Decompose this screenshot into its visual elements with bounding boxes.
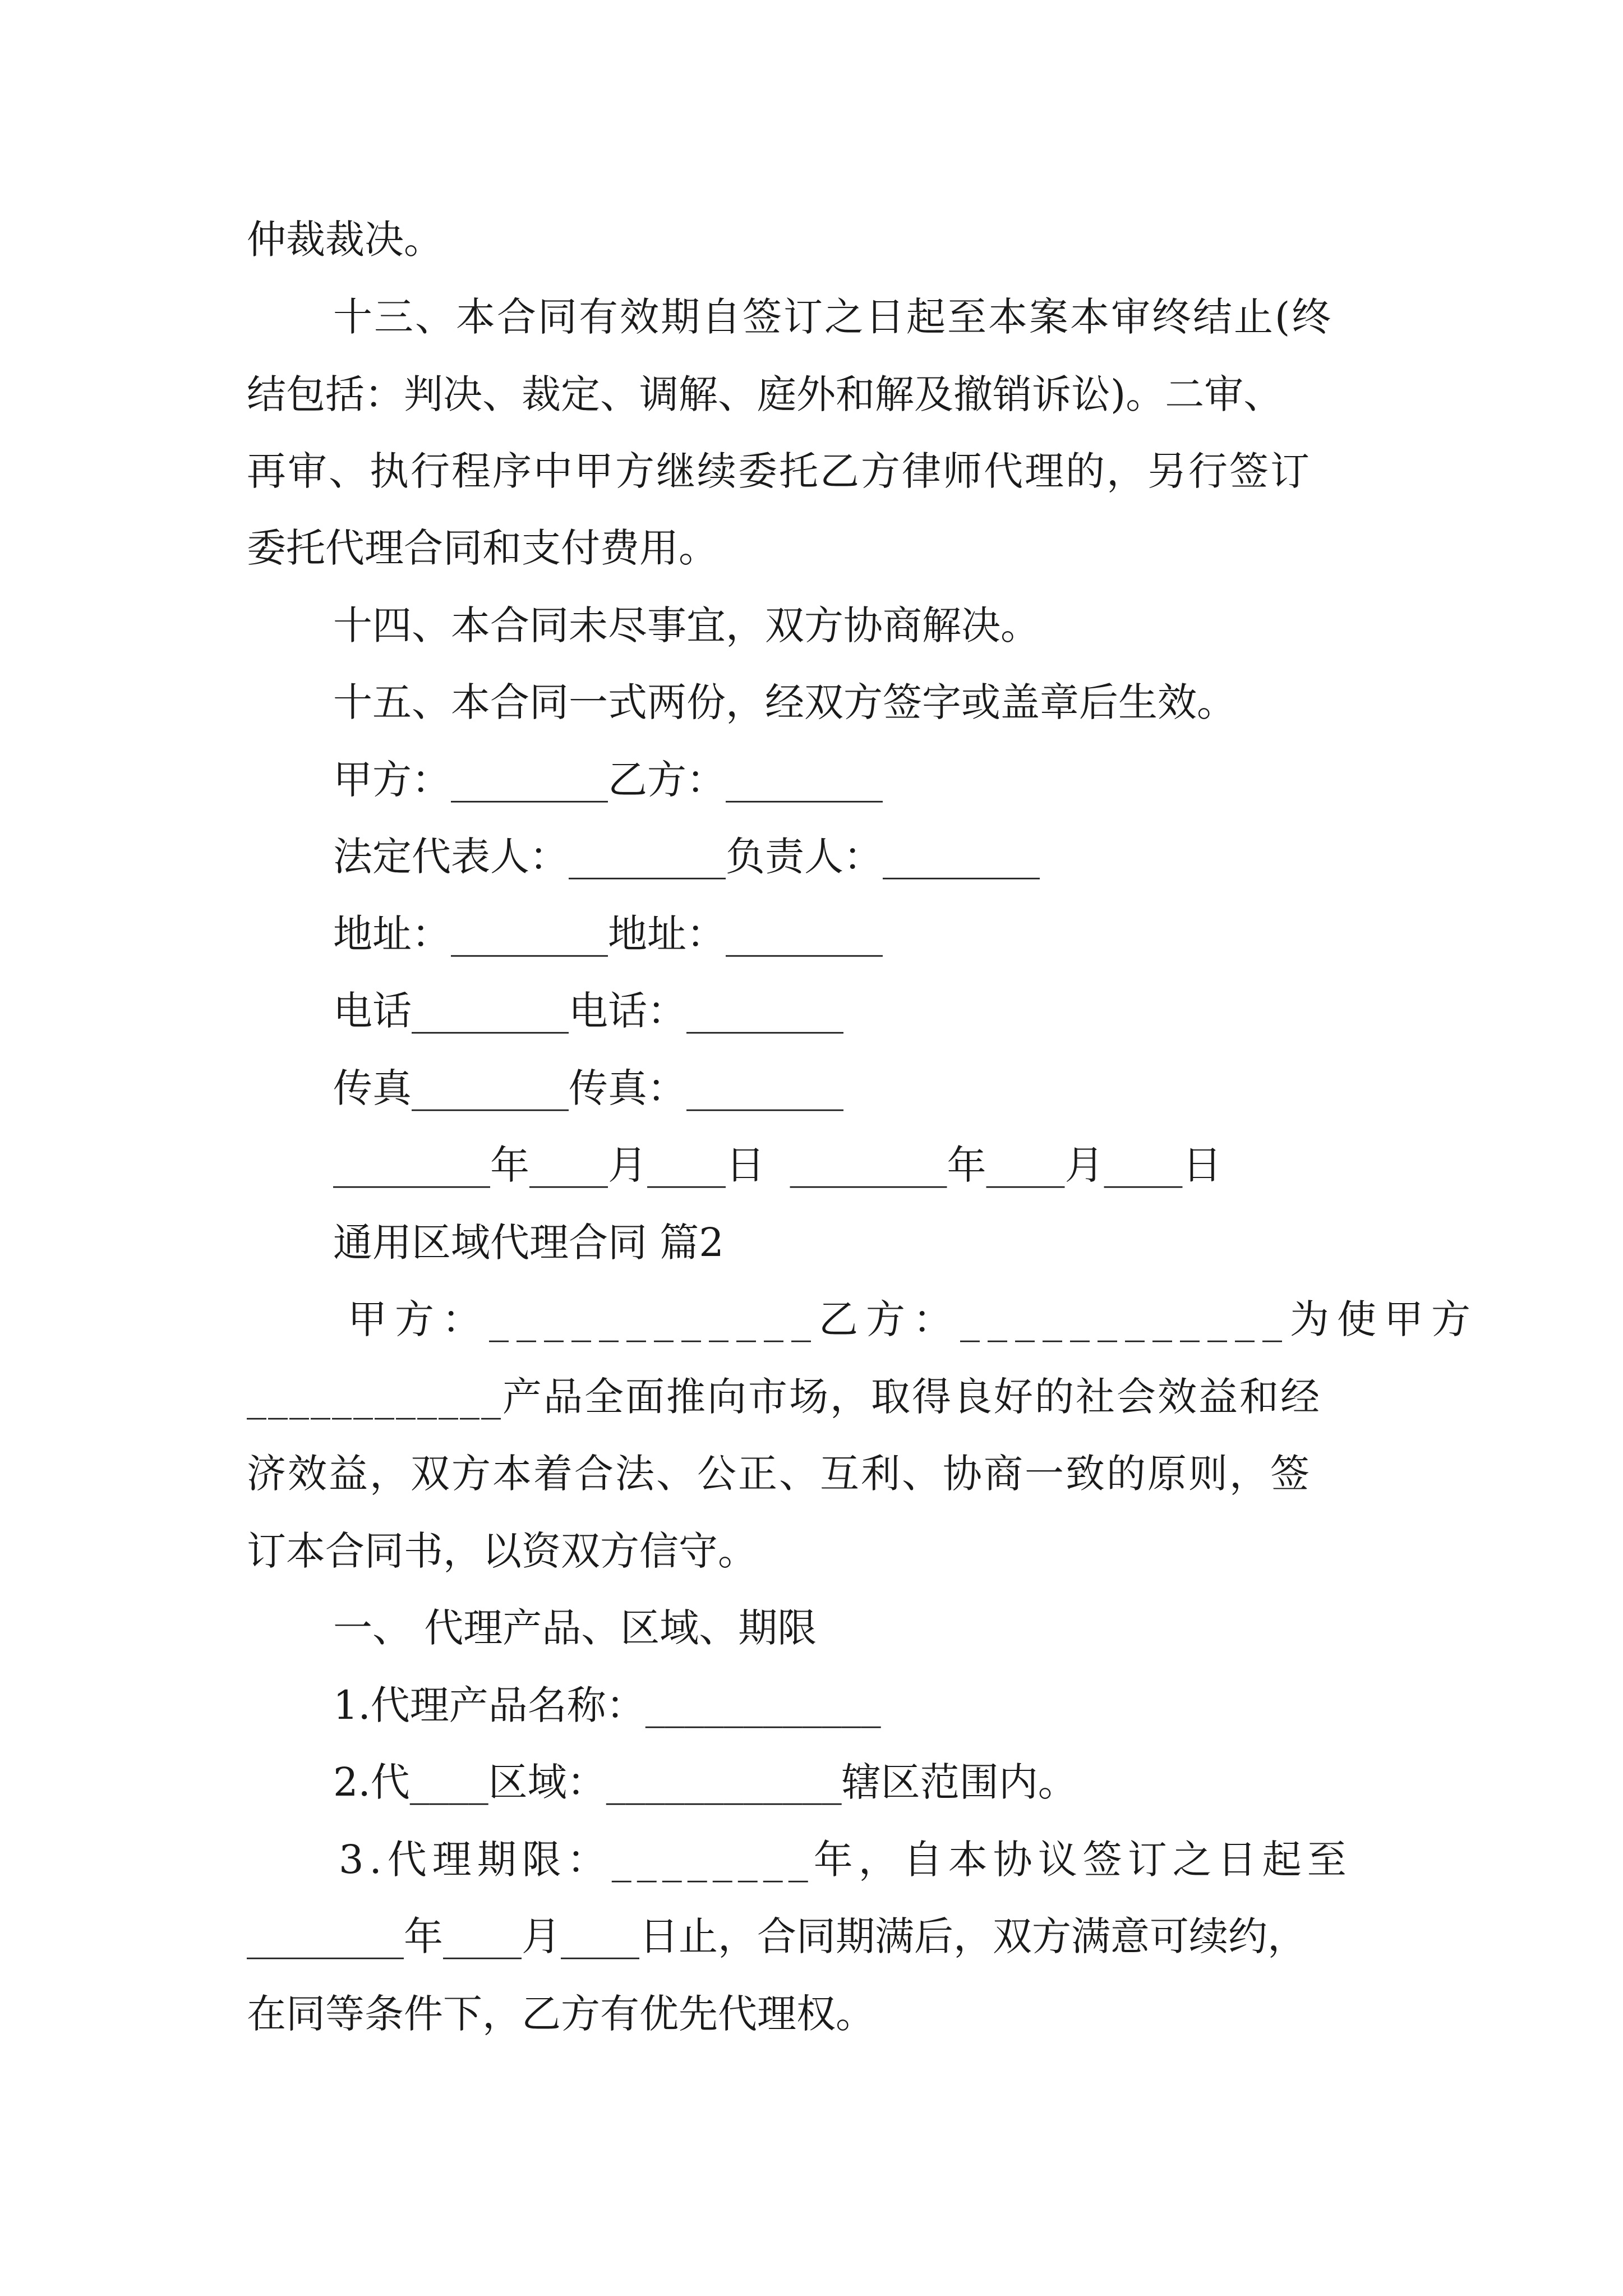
text-line: 甲方：____________乙方：____________为使甲方: [348, 1296, 1478, 1342]
date-field-line: ________年____月____日 ________年____月____日: [333, 1142, 1222, 1188]
text-line: 1.代理产品名称：____________: [333, 1682, 881, 1728]
clause-heading: 一、 代理产品、区域、期限: [333, 1605, 817, 1651]
text-line: 2.代____区域：____________辖区范围内。: [333, 1759, 1077, 1805]
signature-field-line: 地址：________地址：________: [333, 911, 883, 957]
text-line: 十三、本合同有效期自签订之日起至本案本审终结止(终: [333, 294, 1333, 340]
signature-field-line: 电话________电话：________: [333, 988, 843, 1034]
text-line: 在同等条件下，乙方有优先代理权。: [247, 1991, 875, 2037]
text-line: 济效益，双方本着合法、公正、互利、协商一致的原则，签: [247, 1451, 1311, 1497]
text-line: ________年____月____日止，合同期满后，双方满意可续约，: [247, 1913, 1307, 1959]
text-line: 十四、本合同未尽事宜，双方协商解决。: [333, 602, 1040, 648]
text-line: ____________产品全面推向市场，取得良好的社会效益和经: [247, 1374, 1321, 1420]
text-line: 仲裁裁决。: [247, 217, 443, 263]
text-line: 十五、本合同一式两份，经双方签字或盖章后生效。: [333, 679, 1236, 725]
text-line: 3.代理期限：________年，自本协议签订之日起至: [339, 1837, 1352, 1883]
text-line: 委托代理合同和支付费用。: [247, 525, 718, 571]
text-line: 订本合同书，以资双方信守。: [247, 1528, 757, 1574]
section-heading: 通用区域代理合同 篇2: [333, 1220, 724, 1266]
signature-field-line: 传真________传真：________: [333, 1065, 843, 1111]
text-line: 再审、执行程序中甲方继续委托乙方律师代理的，另行签订: [247, 448, 1311, 494]
text-line: 结包括：判决、裁定、调解、庭外和解及撤销诉讼)。二审、: [247, 371, 1283, 417]
signature-field-line: 法定代表人：________负责人：________: [333, 834, 1040, 880]
signature-field-line: 甲方：________乙方：________: [333, 757, 883, 803]
